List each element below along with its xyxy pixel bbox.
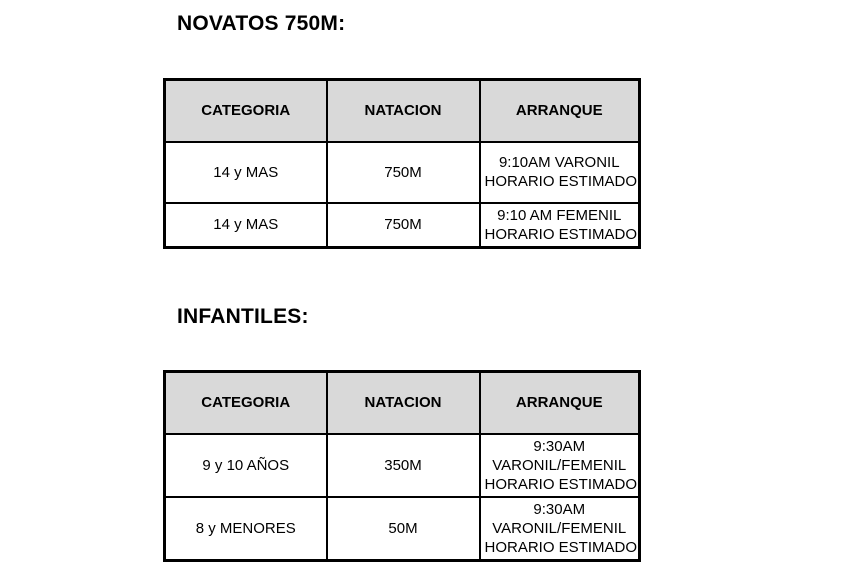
arranque-line: 9:10AM VARONIL [498,154,620,171]
table-row [165,203,640,248]
arranque-line: HORARIO ESTIMADO [484,538,638,556]
cell-natacion: 350M [327,434,480,497]
cell-arranque [480,142,640,203]
cell-arranque [480,434,640,497]
infantiles-table [163,370,641,562]
arranque-line: 9:30AM [533,437,586,455]
cell-natacion: 50M [327,497,480,561]
header-natacion: NATACION [327,80,480,142]
cell-arranque [480,497,640,561]
table-header-row [165,80,640,142]
cell-natacion: 750M [327,142,480,203]
table-row [165,142,640,203]
novatos-table [163,78,641,249]
cell-categoria: 9 y 10 AÑOS [165,434,327,497]
header-categoria: CATEGORIA [165,372,327,434]
cell-categoria: 14 y MAS [165,142,327,203]
arranque-line: VARONIL/FEMENIL [492,519,627,537]
table-row [165,434,640,497]
cell-arranque [480,203,640,248]
cell-categoria: 8 y MENORES [165,497,327,561]
table-row [165,497,640,561]
arranque-line: HORARIO ESTIMADO [484,475,638,493]
header-arranque: ARRANQUE [480,372,640,434]
arranque-line: HORARIO ESTIMADO [484,173,638,190]
section-title-novatos: NOVATOS 750M: [177,12,346,35]
arranque-line: HORARIO ESTIMADO [484,225,638,243]
table-header-row [165,372,640,434]
section-title-infantiles: INFANTILES: [177,305,309,328]
arranque-line: 9:10 AM FEMENIL [497,206,622,224]
header-categoria: CATEGORIA [165,80,327,142]
header-natacion: NATACION [327,372,480,434]
cell-categoria: 14 y MAS [165,203,327,248]
arranque-line: 9:30AM [533,500,586,518]
arranque-line: VARONIL/FEMENIL [492,456,627,474]
cell-natacion: 750M [327,203,480,248]
header-arranque: ARRANQUE [480,80,640,142]
